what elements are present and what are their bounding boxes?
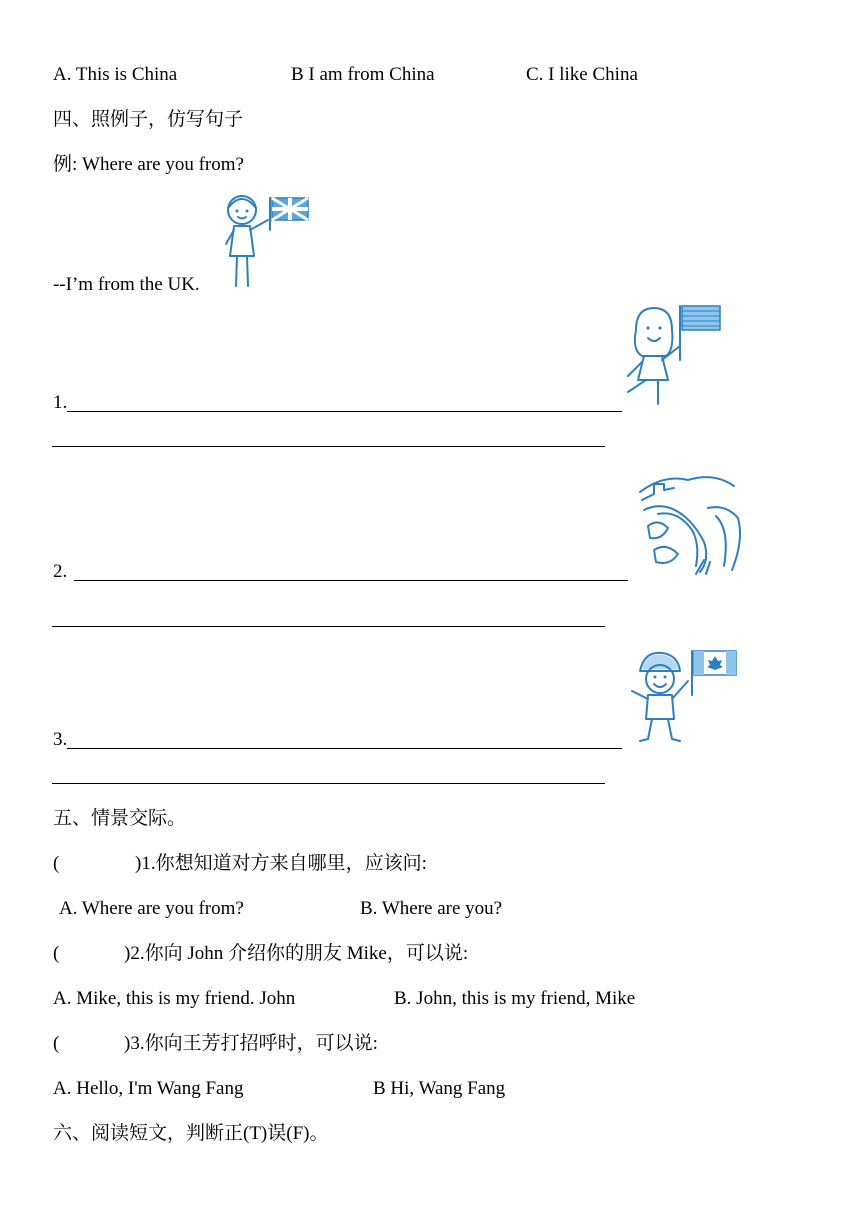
item-3-answer-line-2[interactable] — [52, 783, 605, 784]
section6-heading: 六、阅读短文，判断正(T)误(F)。 — [53, 1123, 329, 1144]
q1-option-b: B. Where are you? — [360, 898, 503, 919]
q1-option-a: A. Where are you from? — [59, 898, 244, 919]
item-1-number: 1. — [53, 392, 68, 413]
girl-with-usa-flag-icon — [618, 300, 724, 408]
great-wall-icon — [634, 470, 746, 578]
q1-text: )1.你想知道对方来自哪里，应该问: — [135, 853, 427, 874]
section4-heading: 四、照例子，仿写句子 — [53, 109, 244, 130]
q2-text: )2.你向 John 介绍你的朋友 Mike，可以说: — [124, 943, 469, 964]
option-b: B I am from China — [291, 64, 435, 85]
section5-heading: 五、情景交际。 — [53, 808, 187, 829]
q2-option-a: A. Mike, this is my friend. John — [53, 988, 296, 1009]
q3-text: )3.你向王芳打招呼时，可以说: — [124, 1033, 378, 1054]
q3-paren-open: ( — [53, 1033, 60, 1054]
example-answer: --I’m from the UK. — [53, 274, 200, 295]
item-2-answer-line-2[interactable] — [52, 626, 605, 627]
boy-with-canada-flag-icon — [622, 645, 740, 747]
item-3-number: 3. — [53, 729, 68, 750]
q2-option-b: B. John, this is my friend, Mike — [394, 988, 636, 1009]
item-2-number: 2. — [53, 561, 68, 582]
option-c: C. I like China — [526, 64, 638, 85]
girl-with-uk-flag-icon — [216, 190, 316, 292]
q3-option-a: A. Hello, I'm Wang Fang — [53, 1078, 244, 1099]
item-2-answer-line-1[interactable] — [74, 580, 628, 581]
item-3-answer-line-1[interactable] — [67, 748, 622, 749]
q2-paren-open: ( — [53, 943, 60, 964]
q3-option-b: B Hi, Wang Fang — [373, 1078, 506, 1099]
option-a: A. This is China — [53, 64, 178, 85]
q1-paren-open: ( — [53, 853, 60, 874]
example-question: 例: Where are you from? — [53, 154, 244, 175]
item-1-answer-line-1[interactable] — [67, 411, 622, 412]
item-1-answer-line-2[interactable] — [52, 446, 605, 447]
